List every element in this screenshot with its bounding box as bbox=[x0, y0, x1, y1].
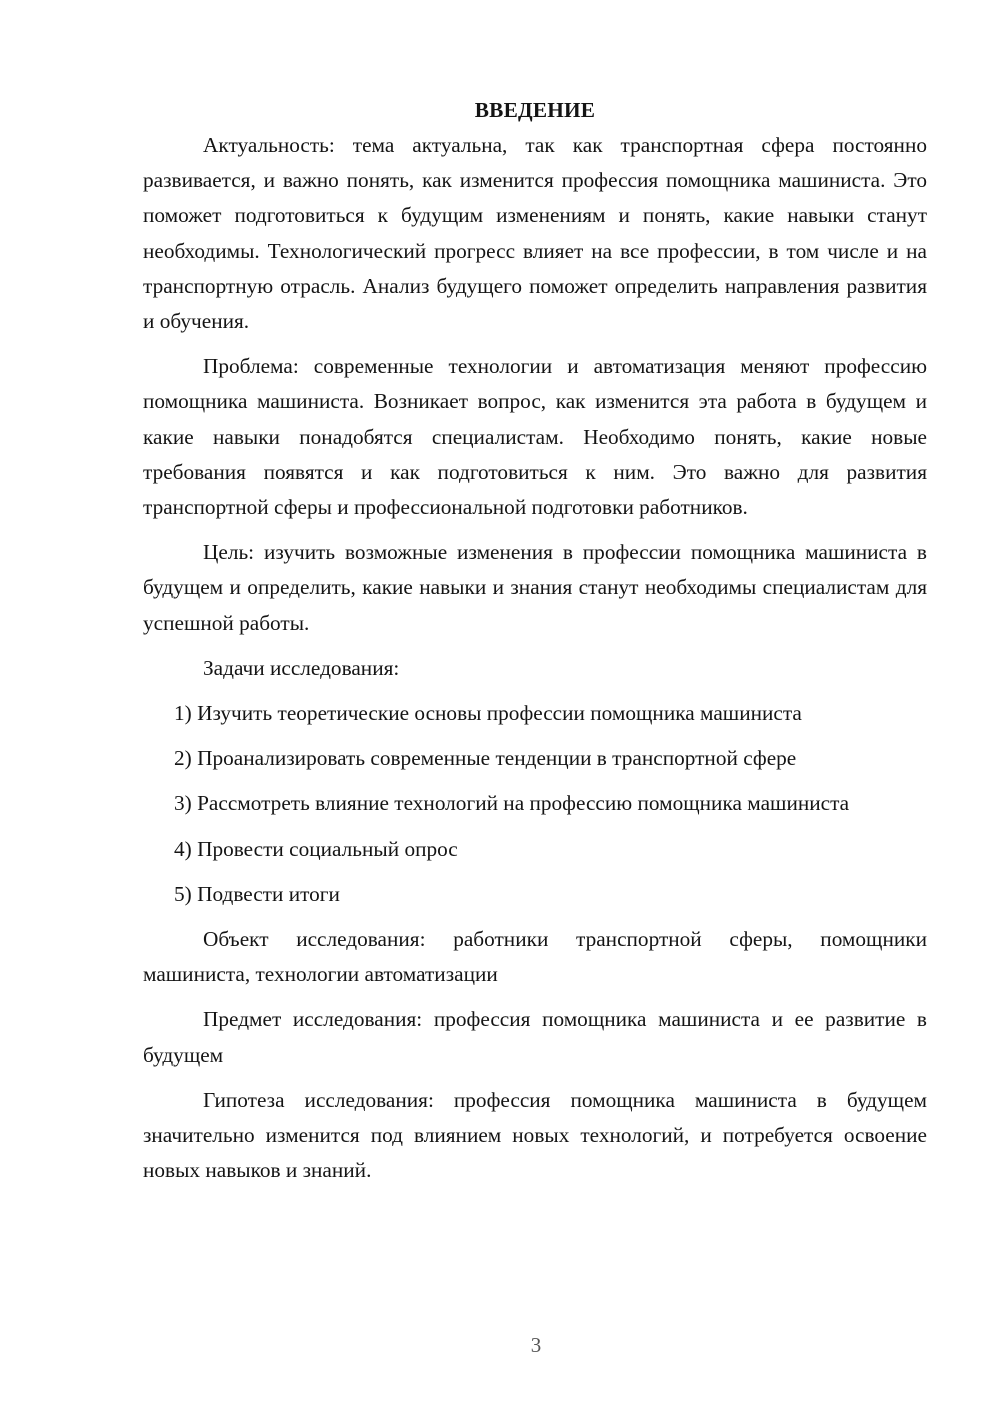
task-item: 2) Проанализировать современные тенденции в транспортной сфере bbox=[174, 746, 797, 771]
page-content bbox=[143, 93, 927, 1188]
hypothesis-paragraph: Гипотеза исследования: профессия помощника машиниста в будущем значительно изменится под влиянием новых технологий, и потребуется освоение новых навыков и знаний. bbox=[143, 1087, 927, 1183]
task-item: 3) Рассмотреть влияние технологий на профессию помощника машиниста bbox=[174, 791, 850, 816]
problem-paragraph: Проблема: современные технологии и автоматизация меняют профессию помощника машиниста. Возникает вопрос, как изменится эта работа в будущем и какие навыки понадобятся специалистам. Необходимо понять, какие новые требования появятся и как подготовиться к ним. Это важно для развития транспортной сферы и профессиональной подготовки работников. bbox=[143, 354, 927, 520]
tasks-heading: Задачи исследования: bbox=[203, 655, 400, 680]
object-paragraph: Объект исследования: работники транспортной сферы, помощники машиниста, технологии автоматизации bbox=[143, 927, 927, 987]
section-title: ВВЕДЕНИЕ bbox=[474, 98, 596, 122]
task-item: 4) Провести социальный опрос bbox=[174, 836, 458, 861]
task-item: 1) Изучить теоретические основы профессии помощника машиниста bbox=[174, 701, 802, 726]
goal-paragraph: Цель: изучить возможные изменения в профессии помощника машиниста в будущем и определить, какие навыки и знания станут необходимы специалистам для успешной работы. bbox=[143, 540, 927, 635]
subject-paragraph: Предмет исследования: профессия помощника машиниста и ее развитие в будущем bbox=[143, 1007, 927, 1067]
page-number: 3 bbox=[530, 1333, 542, 1357]
relevance-paragraph: Актуальность: тема актуальна, так как транспортная сфера постоянно развивается, и важно понять, как изменится профессия помощника машиниста. Это поможет подготовиться к будущим изменениям и понять, какие навыки станут необходимы. Технологический прогресс влияет на все профессии, в том числе и на транспортную отрасль. Анализ будущего поможет определить направления развития и обучения. bbox=[143, 133, 927, 334]
task-item: 5) Подвести итоги bbox=[174, 881, 340, 906]
